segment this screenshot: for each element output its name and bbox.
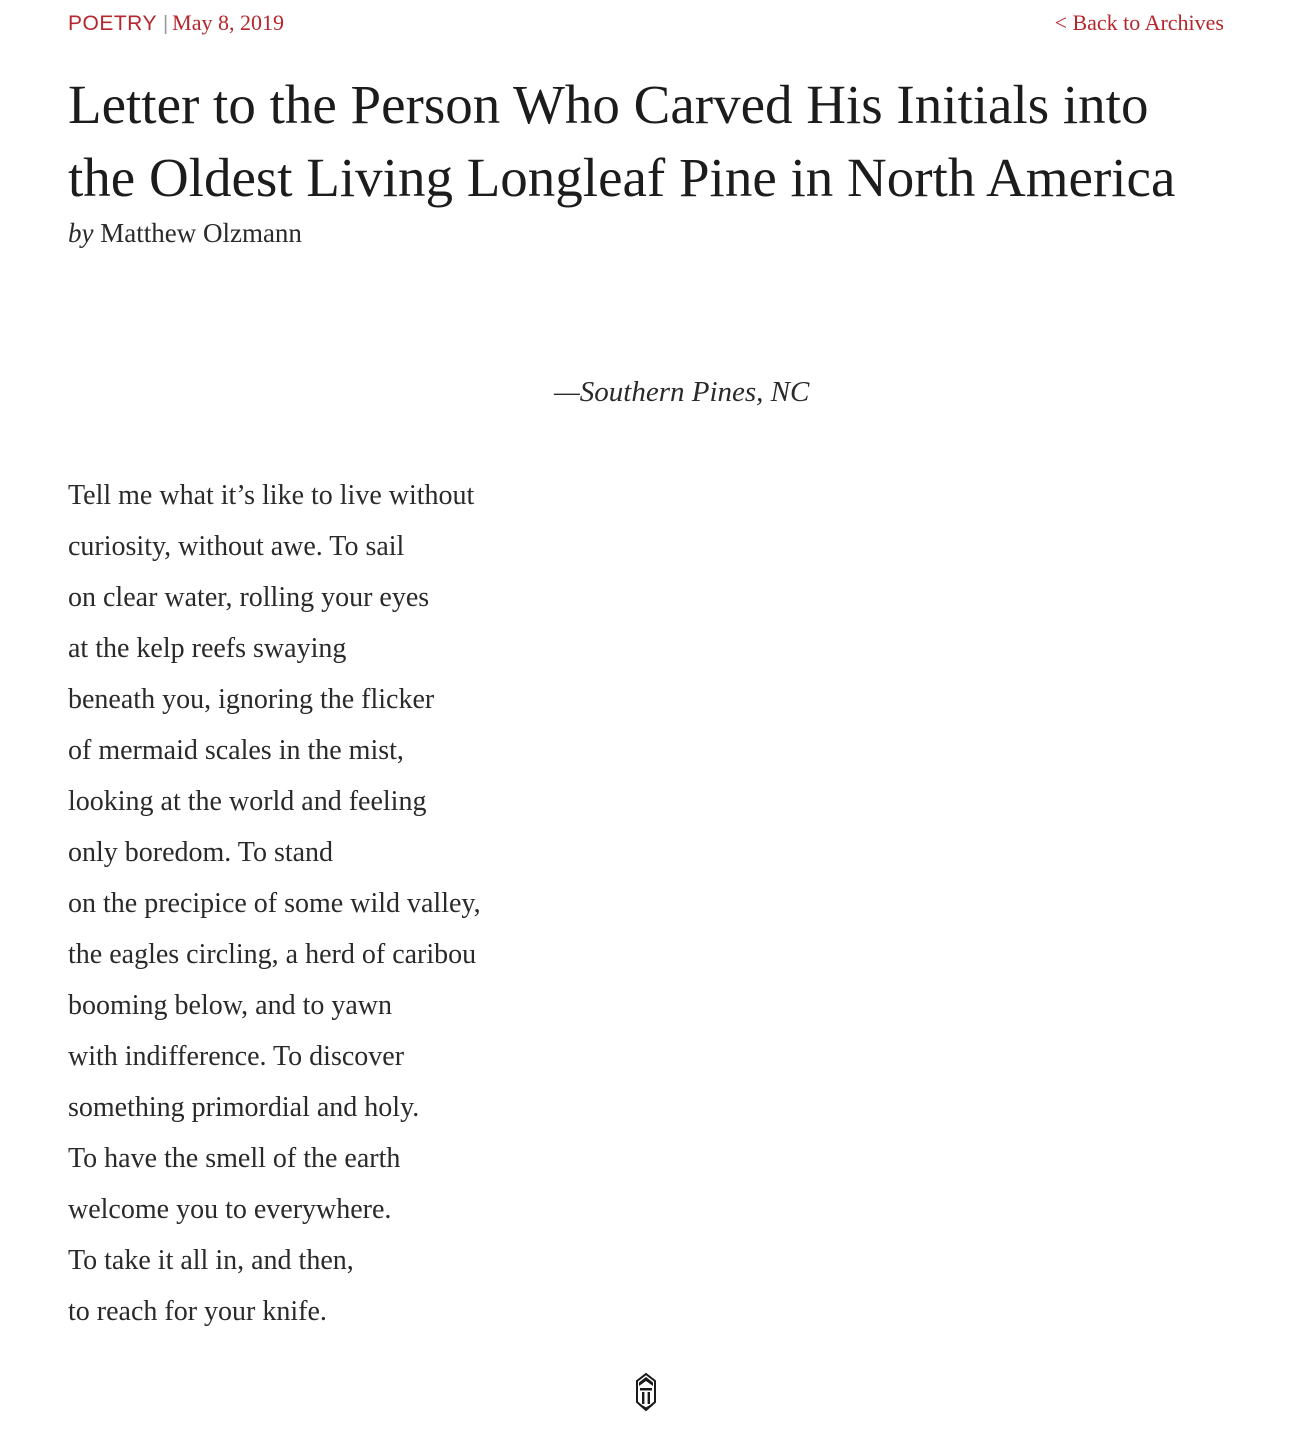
poem-line: beneath you, ignoring the flicker <box>68 684 435 715</box>
poem-dedication: —Southern Pines, NC <box>554 376 810 408</box>
pine-emblem-icon <box>634 1372 658 1412</box>
byline <box>68 216 1224 250</box>
poem-line: booming below, and to yawn <box>68 990 393 1021</box>
poem-line: on the precipice of some wild valley, <box>68 888 481 919</box>
poem-line: Tell me what it’s like to live without <box>68 480 475 511</box>
poem-line: only boredom. To stand <box>68 837 334 868</box>
poem-line: welcome you to everywhere. <box>68 1194 392 1225</box>
poem-line: looking at the world and feeling <box>68 786 427 817</box>
article-meta <box>68 8 284 39</box>
poem-line: on clear water, rolling your eyes <box>68 582 430 613</box>
poem-title: Letter to the Person Who Carved His Initials into the Oldest Living Longleaf Pine in North America <box>68 74 1176 208</box>
poem-line: at the kelp reefs swaying <box>68 633 347 664</box>
poem-line: something primordial and holy. <box>68 1092 420 1123</box>
category-label[interactable]: POETRY <box>68 12 157 35</box>
publish-date: May 8, 2019 <box>172 10 284 35</box>
top-bar <box>68 0 1224 48</box>
poem-line: To take it all in, and then, <box>68 1245 354 1276</box>
poem-line: of mermaid scales in the mist, <box>68 735 404 766</box>
poem-line: curiosity, without awe. To sail <box>68 531 405 562</box>
poem-line: to reach for your knife. <box>68 1296 327 1327</box>
meta-separator: | <box>162 13 169 35</box>
byline-prefix: by <box>68 218 94 248</box>
article-page <box>68 0 1224 1327</box>
poem-line: with indifference. To discover <box>68 1041 405 1072</box>
poem-line: To have the smell of the earth <box>68 1143 401 1174</box>
poem-line: the eagles circling, a herd of caribou <box>68 939 477 970</box>
author-name[interactable]: Matthew Olzmann <box>100 218 302 248</box>
poem-body <box>68 470 481 1337</box>
back-to-archives-link[interactable]: < Back to Archives <box>1054 10 1224 35</box>
